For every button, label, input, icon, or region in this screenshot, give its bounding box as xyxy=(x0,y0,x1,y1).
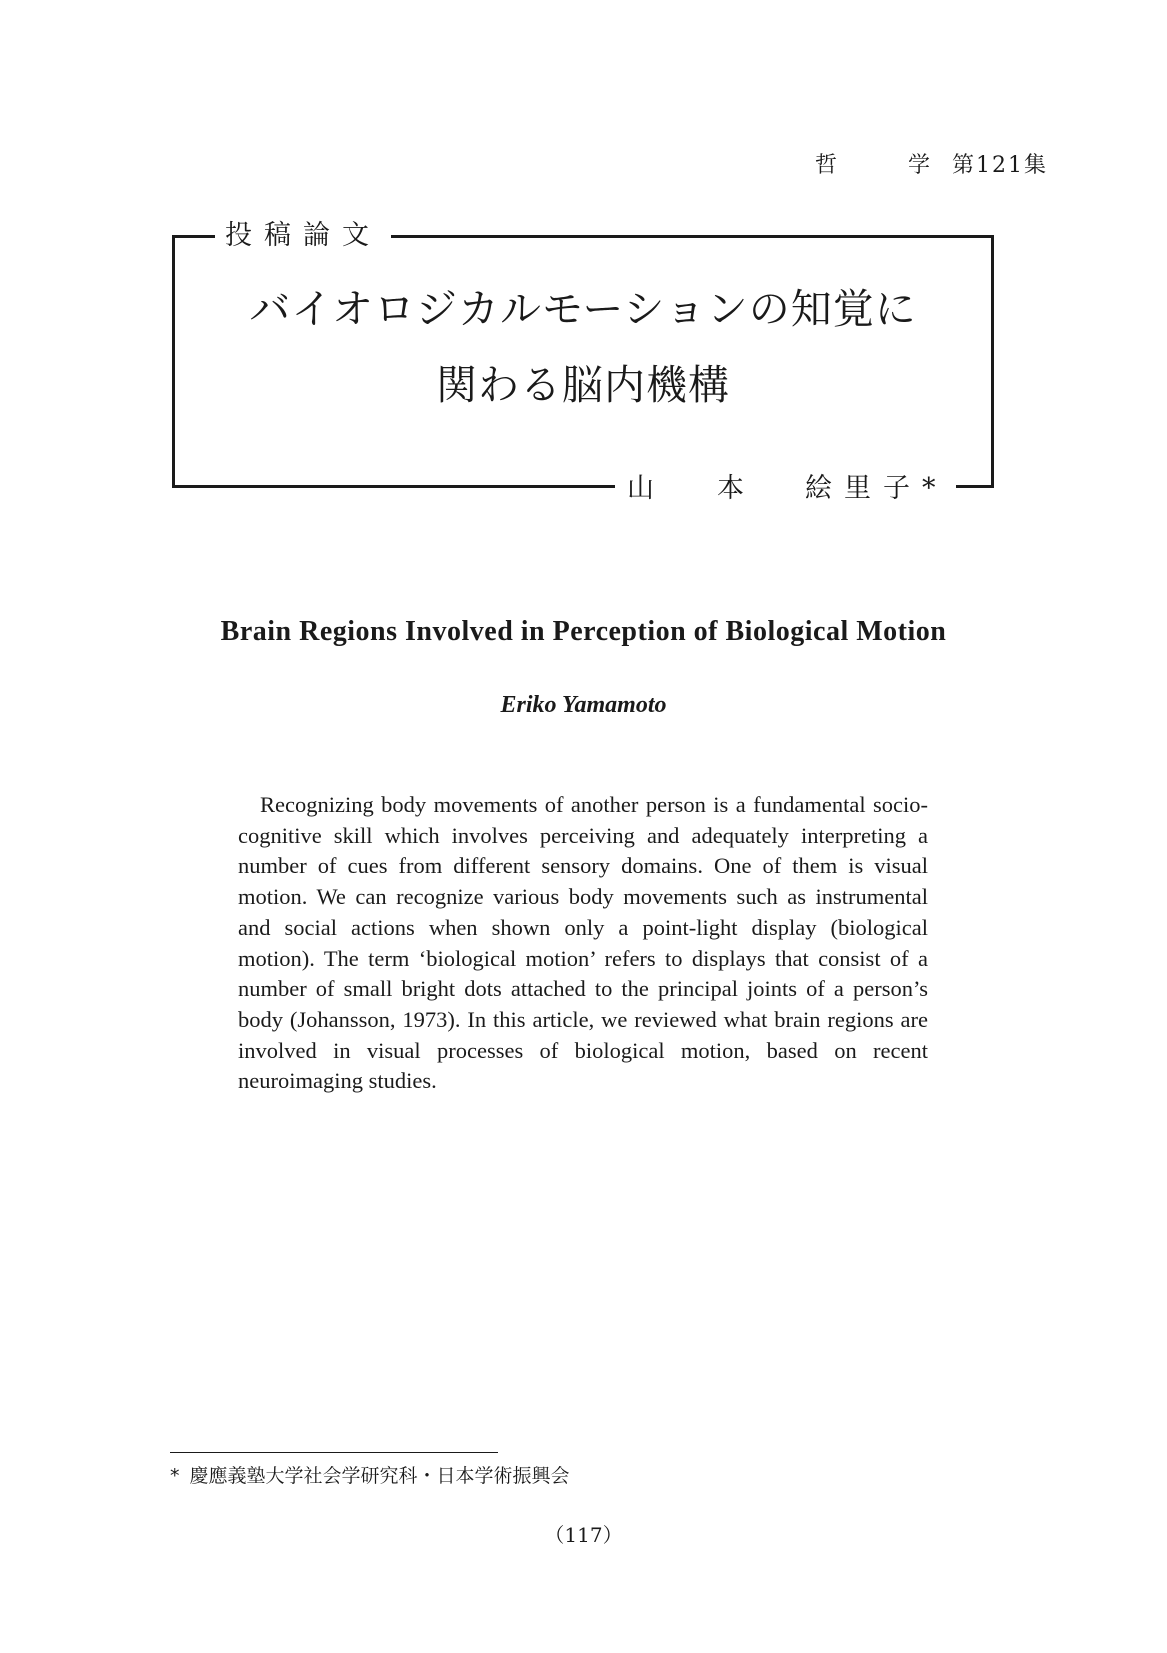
article-type-label: 投稿論文 xyxy=(215,218,391,254)
english-author: Eriko Yamamoto xyxy=(500,692,667,718)
footnote xyxy=(170,1461,570,1491)
page-number: （117） xyxy=(544,1523,623,1547)
japanese-title xyxy=(172,280,994,414)
japanese-title-line-2: 関わる脳内機構 xyxy=(436,361,730,409)
journal-name-char-1: 哲 xyxy=(815,153,840,178)
footnote-affiliation: 慶應義塾大学社会学研究科・日本学術振興会 xyxy=(189,1465,570,1487)
footnote-mark: * xyxy=(170,1465,180,1487)
journal-header xyxy=(815,150,1055,182)
english-title: Brain Regions Involved in Perception of Biological Motion xyxy=(220,616,947,647)
footnote-divider xyxy=(170,1452,498,1453)
author-family-name-1: 山 xyxy=(627,473,654,504)
japanese-author xyxy=(615,470,956,508)
author-given-name: 絵里子* xyxy=(805,473,948,504)
japanese-title-line-1: バイオロジカルモーションの知覚に xyxy=(249,285,917,333)
author-family-name-2: 本 xyxy=(717,473,744,504)
abstract: Recognizing body movements of another person is a fundamental socio-cognitive skill which involves perceiving and adequately interpreting a number of cues from different sensory domains. One of them is visual motion. We can recognize various body movements such as instrumental and social actions when shown only a point-light display (biological motion). The term ‘biological motion’ refers to displays that consist of a number of small bright dots attached to the principal joints of a person’s body (Johansson, 1973). In this article, we reviewed what brain regions are involved in visual processes of biological motion, based on recent neuroimaging studies. xyxy=(238,792,928,1094)
journal-volume: 第121集 xyxy=(952,153,1048,178)
journal-name-char-2: 学 xyxy=(908,153,933,178)
